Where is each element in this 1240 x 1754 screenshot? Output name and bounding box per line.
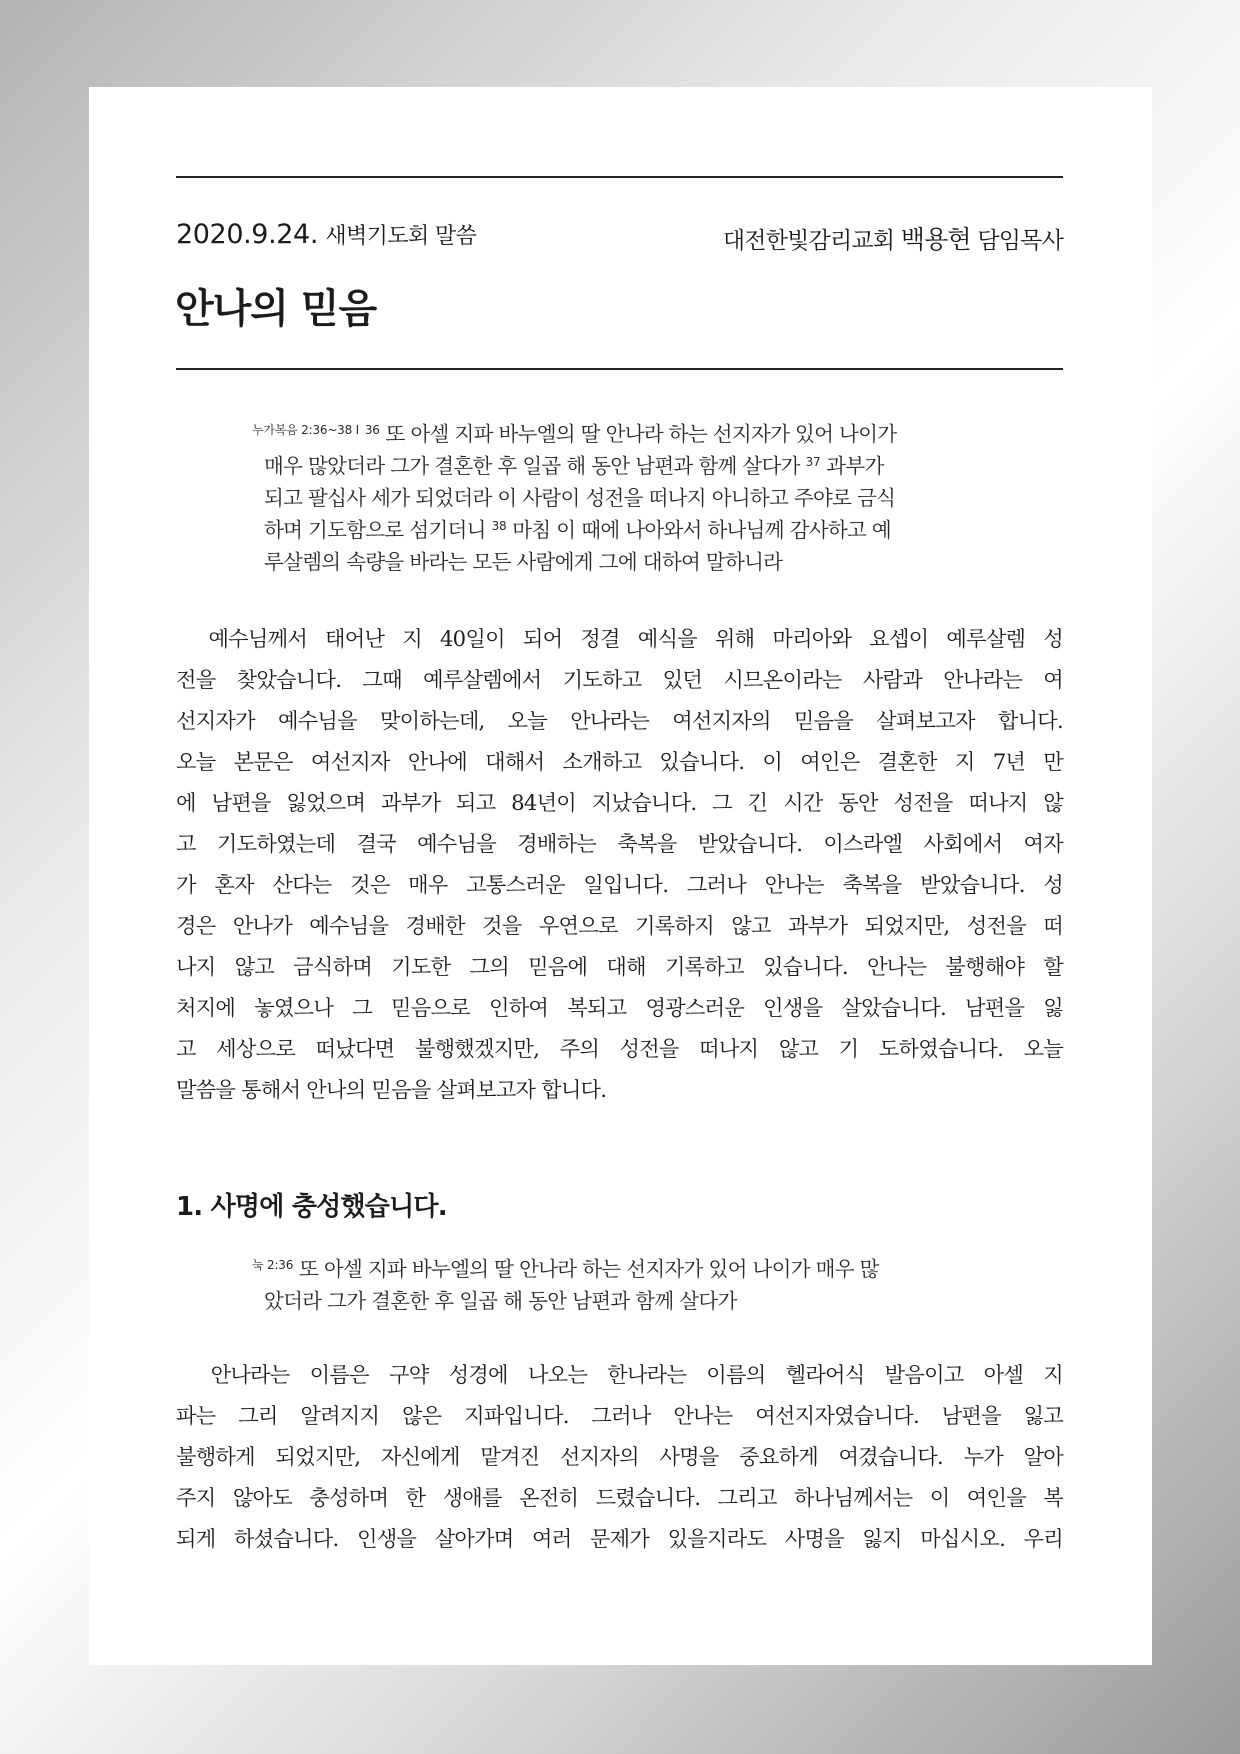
paragraph-line: 고 기도하였는데 결국 예수님을 경배하는 축복을 받았습니다. 이스라엘 사회에서 여자 (176, 831, 1063, 856)
paragraph-line: 전을 찾았습니다. 그때 예루살렘에서 기도하고 있던 시므온이라는 사람과 안나라는 여 (176, 667, 1063, 692)
service-name: 새벽기도회 말씀 (325, 224, 477, 249)
pastor-name: 백용현 (900, 225, 971, 254)
paragraph-line: 에 남편을 잃었으며 과부가 되고 84년이 지났습니다. 그 긴 시간 동안 성전을 떠나지 않 (176, 790, 1063, 815)
scripture-text: 하며 기도함으로 섬기더니 (264, 518, 492, 542)
document-page (89, 87, 1152, 1665)
paragraph-line: 고 세상으로 떠났다면 불행했겠지만, 주의 성전을 떠나지 않고 기 도하였습니다. 오늘 (176, 1036, 1063, 1061)
scripture-text: 마침 이 때에 나아와서 하나님께 감사하고 예 (506, 518, 892, 542)
paragraph-line: 오늘 본문은 여선지자 안나에 대해서 소개하고 있습니다. 이 여인은 결혼한 지 7년 만 (176, 749, 1063, 774)
paragraph-line: 처지에 놓였으나 그 믿음으로 인하여 복되고 영광스러운 인생을 살았습니다. 남편을 잃 (176, 995, 1063, 1020)
sermon-title: 안나의 믿음 (175, 286, 377, 332)
church-pastor (723, 220, 1063, 256)
verse-number: 38 (491, 519, 507, 533)
scripture-line (252, 417, 896, 447)
scripture-text: 되고 팔십사 세가 되었더라 이 사람이 성전을 떠나지 아니하고 주야로 금식 (264, 486, 896, 510)
paragraph-line: 안나라는 이름은 구약 성경에 나오는 한나라는 이름의 헬라어식 발음이고 아셀 지 (176, 1362, 1063, 1387)
paragraph-line: 나지 않고 금식하며 기도한 그의 믿음에 대해 기록하고 있습니다. 안나는 불행해야 할 (176, 954, 1063, 979)
paragraph-line: 주지 않아도 충성하며 한 생애를 온전히 드렸습니다. 그리고 하나님께서는 이 여인을 복 (176, 1485, 1063, 1510)
scripture-text: 았더라 그가 결혼한 후 일곱 해 동안 남편과 함께 살다가 (264, 1289, 737, 1313)
verse-number: 37 (805, 455, 821, 469)
paragraph-line: 불행하게 되었지만, 자신에게 맡겨진 선지자의 사명을 중요하게 여겼습니다. 누가 알아 (176, 1444, 1063, 1469)
scripture-line (264, 481, 895, 511)
section-heading-1: 1. 사명에 충성했습니다. (176, 1192, 447, 1222)
scripture-text: 또 아셀 지파 바누엘의 딸 안나라 하는 선지자가 있어 나이가 (379, 422, 897, 446)
paragraph-line: 가 혼자 산다는 것은 매우 고통스러운 일입니다. 그러나 안나는 축복을 받았습니다. 성 (176, 872, 1063, 897)
scripture-line (252, 1252, 879, 1282)
sermon-date-service (176, 219, 476, 250)
scripture-text: 과부가 (820, 454, 884, 478)
pastor-title: 담임목사 (977, 228, 1063, 254)
verse-number: 36 (364, 423, 380, 437)
scripture-text: 매우 많았더라 그가 결혼한 후 일곱 해 동안 남편과 함께 살다가 (264, 454, 806, 478)
scripture-line (264, 545, 782, 575)
paragraph-line: 선지자가 예수님을 맞이하는데, 오늘 안나라는 여선지자의 믿음을 살펴보고자 합니다. (176, 708, 1063, 733)
header-top-rule (176, 176, 1063, 178)
scripture-text: 루살렘의 속량을 바라는 모든 사람에게 그에 대하여 말하니라 (264, 550, 783, 574)
paragraph-line: 말씀을 통해서 안나의 믿음을 살펴보고자 합니다. (176, 1077, 607, 1102)
scripture-line (264, 1284, 737, 1314)
paragraph-line: 되게 하셨습니다. 인생을 살아가며 여러 문제가 있을지라도 사명을 잃지 마십시오. 우리 (176, 1526, 1063, 1551)
scripture-text: 또 아셀 지파 바누엘의 딸 안나라 하는 선지자가 있어 나이가 매우 많 (293, 1257, 879, 1281)
paragraph-line: 예수님께서 태어난 지 40일이 되어 정결 예식을 위해 마리아와 요셉이 예루살렘 성 (176, 626, 1063, 651)
paragraph-line: 파는 그리 알려지지 않은 지파입니다. 그러나 안나는 여선지자였습니다. 남편을 잃고 (176, 1403, 1063, 1428)
paragraph-line: 경은 안나가 예수님을 경배한 것을 우연으로 기록하지 않고 과부가 되었지만, 성전을 떠 (176, 913, 1063, 938)
sermon-date: 2020.9.24. (176, 219, 318, 250)
header-bottom-rule (176, 368, 1063, 370)
scripture-reference: 누가복음 2:36~38 I (252, 423, 360, 437)
scripture-line (264, 449, 884, 479)
scripture-reference: 눅 2:36 (252, 1258, 294, 1272)
church-name: 대전한빛감리교회 (722, 228, 895, 254)
scripture-line (264, 513, 891, 543)
